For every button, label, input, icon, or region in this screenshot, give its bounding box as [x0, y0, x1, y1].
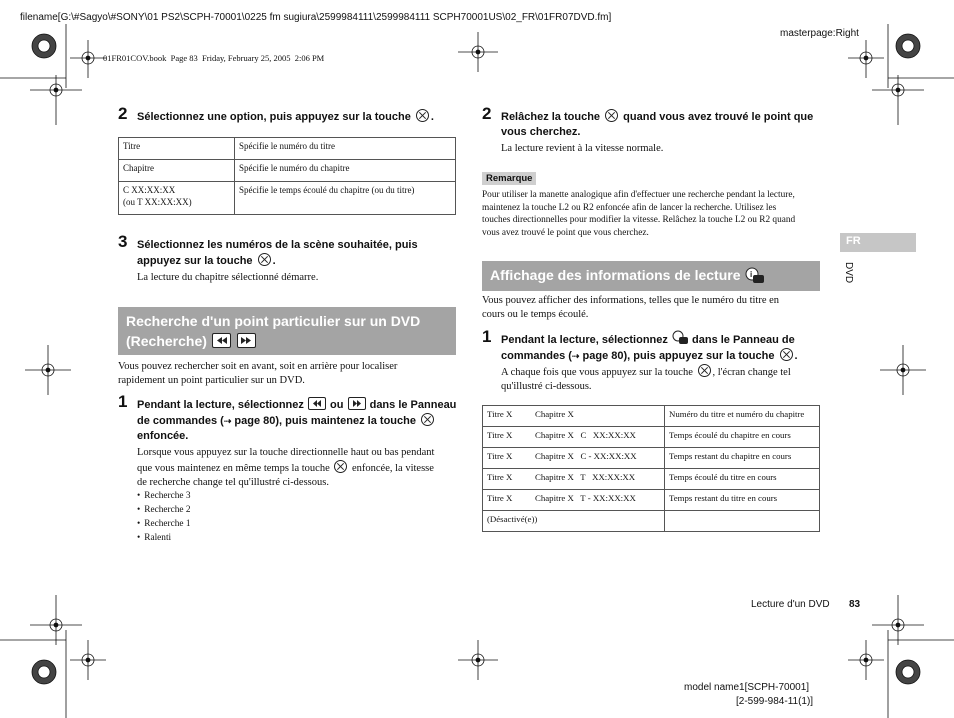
header-masterpage: masterpage:Right: [780, 28, 859, 39]
right-step2-line2: vous cherchez.: [501, 126, 581, 138]
info-display-icon: [671, 332, 689, 346]
table-row: [483, 427, 820, 448]
info-display-icon: [744, 269, 762, 283]
note-line: Pour utiliser la manette analogique afin d'effectuer une recherche pendant la lecture,: [482, 190, 795, 200]
left-step1-line1-a: Pendant la lecture, sélectionnez: [137, 399, 304, 411]
left-step3-number: 3: [118, 232, 128, 251]
search-options-table: [118, 137, 456, 215]
table-row: [119, 182, 456, 215]
language-tab: FR: [840, 233, 916, 252]
section-heading-search: [118, 307, 456, 355]
left-step3-line1: Sélectionnez les numéros de la scène souhaitée, puis: [137, 239, 418, 251]
left-intro-line2: rapidement un point particulier sur un DVD.: [118, 375, 305, 386]
right-intro-line2: cours ou le temps écoulé.: [482, 309, 589, 320]
table-row: [119, 138, 456, 160]
table-cell: (Désactivé(e)): [483, 511, 665, 532]
cross-button-icon: [605, 109, 618, 122]
list-item: • Recherche 2: [137, 503, 190, 517]
cross-button-icon: [698, 364, 711, 377]
note-line: maintenez la touche L2 ou R2 enfoncée afin de lancer la recherche. Utilisez les: [482, 202, 777, 213]
left-step3-line2-b: .: [272, 255, 276, 267]
note-label: Remarque: [482, 172, 536, 185]
left-step2-text-b: .: [430, 111, 434, 123]
table-row: [119, 160, 456, 182]
left-step1-line3: enfoncée.: [137, 430, 189, 442]
section-heading-line2-text: (Recherche): [126, 333, 207, 349]
right-step1-body1: [501, 364, 791, 380]
table-cell: Spécifie le numéro du titre: [235, 138, 456, 160]
page-number: 83: [849, 599, 861, 610]
right-step2-text: [501, 109, 813, 140]
left-step1-body2-b: enfoncée, la vitesse: [351, 463, 434, 474]
left-step1-number: 1: [118, 392, 128, 411]
table-cell: Chapitre X: [531, 406, 665, 427]
table-cell: Chapitre X C XX:XX:XX: [531, 427, 665, 448]
right-step1-text: [501, 332, 798, 364]
list-item: • Recherche 1: [137, 517, 190, 531]
table-row: [483, 448, 820, 469]
right-step1-line1: [501, 332, 798, 348]
right-step2-line1-b: quand vous avez trouvé le point que: [623, 111, 814, 123]
footer-model: model name1[SCPH-70001]: [684, 682, 810, 693]
table-cell: [665, 511, 820, 532]
table-cell: Numéro du titre et numéro du chapitre: [665, 406, 820, 427]
left-step3-line2: [137, 253, 418, 269]
right-step2-line1-a: Relâchez la touche: [501, 111, 601, 123]
section-heading-line1: Recherche d'un point particulier sur un DVD: [126, 313, 421, 329]
list-item: • Ralenti: [137, 531, 190, 545]
table-cell-line: (ou T XX:XX:XX): [123, 197, 192, 207]
right-step2-number: 2: [482, 104, 492, 123]
info-display-table: [482, 405, 820, 532]
left-step3-line2-a: appuyez sur la touche: [137, 255, 253, 267]
section-heading-info-text: Affichage des informations de lecture: [490, 267, 741, 283]
cross-button-icon: [780, 348, 793, 361]
table-cell: Temps restant du chapitre en cours: [665, 448, 820, 469]
search-speed-list: [137, 489, 190, 545]
table-cell: Chapitre X T - XX:XX:XX: [531, 490, 665, 511]
cross-button-icon: [258, 253, 271, 266]
right-step1-line2-c: .: [794, 350, 798, 362]
left-step1-line1-c: dans le Panneau: [369, 399, 457, 411]
left-step2-number: 2: [118, 104, 128, 123]
right-step1-line1-b: dans le Panneau de: [692, 334, 795, 346]
table-cell: [119, 182, 235, 215]
left-step1-line1-b: ou: [330, 399, 344, 411]
left-step1-body2: [137, 460, 434, 476]
right-step1-line2: [501, 348, 798, 364]
chapter-vertical-label: DVD: [843, 262, 854, 284]
right-intro: [482, 294, 779, 322]
fast-forward-icon: [237, 333, 256, 348]
right-step1-number: 1: [482, 327, 492, 346]
cross-button-icon: [416, 109, 429, 122]
right-step1-line1-a: Pendant la lecture, sélectionnez: [501, 334, 668, 346]
table-row: [483, 490, 820, 511]
table-row: [483, 406, 820, 427]
footer-section-name: Lecture d'un DVD: [751, 599, 830, 610]
table-row: [483, 511, 820, 532]
footer-code: [2-599-984-11(1)]: [736, 696, 814, 707]
left-step1-text: [137, 397, 456, 444]
table-cell: Spécifie le numéro du chapitre: [235, 160, 456, 182]
cross-button-icon: [421, 413, 434, 426]
left-intro-line1: Vous pouvez rechercher soit en avant, soit en arrière pour localiser: [118, 361, 398, 372]
table-cell: Titre X: [483, 469, 532, 490]
table-cell: Temps écoulé du titre en cours: [665, 469, 820, 490]
left-step1-body1: Lorsque vous appuyez sur la touche directionnelle haut ou bas pendant: [137, 447, 435, 458]
left-step1-body: [137, 446, 434, 490]
left-step1-body3: de recherche change tel qu'illustré ci-dessous.: [137, 477, 329, 488]
header-book-line: 01FR01COV.book Page 83 Friday, February 25, 2005 2:06 PM: [103, 53, 325, 63]
table-cell: Chapitre: [119, 160, 235, 182]
left-step1-line2-b: page 80), puis maintenez la touche: [234, 415, 416, 427]
table-cell: Titre X: [483, 427, 532, 448]
list-item: • Recherche 3: [137, 489, 190, 503]
table-cell: Titre X: [483, 406, 532, 427]
left-step1-line2-a: de commandes (: [137, 415, 224, 427]
table-cell: Chapitre X T XX:XX:XX: [531, 469, 665, 490]
cross-button-icon: [334, 460, 347, 473]
table-cell: Titre: [119, 138, 235, 160]
table-cell: Chapitre X C - XX:XX:XX: [531, 448, 665, 469]
left-step2-text-a: Sélectionnez une option, puis appuyez sur la touche: [137, 111, 411, 123]
table-cell: Spécifie le temps écoulé du chapitre (ou du titre): [235, 182, 456, 215]
table-cell: Temps écoulé du chapitre en cours: [665, 427, 820, 448]
right-intro-line1: Vous pouvez afficher des informations, telles que le numéro du titre en: [482, 295, 780, 306]
left-intro: [118, 360, 397, 388]
fast-forward-icon: [348, 397, 366, 410]
right-step1-body1-b: , l'écran change tel: [712, 367, 791, 378]
left-step1-body2-a: que vous maintenez en même temps la touche: [137, 463, 330, 474]
note-line: vous avez trouvé le point que vous cherchez.: [482, 227, 649, 238]
right-step2-line1: [501, 109, 813, 125]
arrow-reference-icon: ⇢: [571, 351, 580, 361]
rewind-icon: [308, 397, 326, 410]
left-step3-text: [137, 238, 418, 269]
left-step2-text: [137, 109, 434, 125]
right-step1-body: [501, 364, 791, 394]
right-step2-body: La lecture revient à la vitesse normale.: [501, 143, 664, 154]
svg-text:i: i: [750, 270, 753, 279]
section-heading-info: [482, 261, 820, 291]
left-step3-body: La lecture du chapitre sélectionné démarre.: [137, 272, 319, 283]
right-step1-body2: qu'illustré ci-dessous.: [501, 381, 592, 392]
right-step1-line2-b: page 80), puis appuyez sur la touche: [582, 350, 775, 362]
table-cell: Titre X: [483, 490, 532, 511]
table-row: [483, 469, 820, 490]
left-step1-line1: [137, 397, 456, 413]
note-text: [482, 189, 795, 239]
table-cell: Titre X: [483, 448, 532, 469]
right-step1-line2-a: commandes (: [501, 350, 572, 362]
arrow-reference-icon: ⇢: [223, 416, 232, 426]
table-cell-line: C XX:XX:XX: [123, 185, 176, 195]
note-line: touches directionnelles pour modifier la vitesse. Relâchez la touche L2 ou R2 quand: [482, 215, 796, 225]
section-heading-line2: [126, 331, 448, 351]
left-step1-line2: [137, 413, 456, 429]
right-step1-body1-a: A chaque fois que vous appuyez sur la touche: [501, 367, 693, 378]
rewind-icon: [212, 333, 231, 348]
header-filename: filename[G:\#Sagyo\#SONY\01 PS2\SCPH-70001\0225 fm sugiura\2599984111\2599984111 SCPH70001US\02_FR\01FR07DVD.fm]: [20, 12, 612, 23]
table-cell: Temps restant du titre en cours: [665, 490, 820, 511]
